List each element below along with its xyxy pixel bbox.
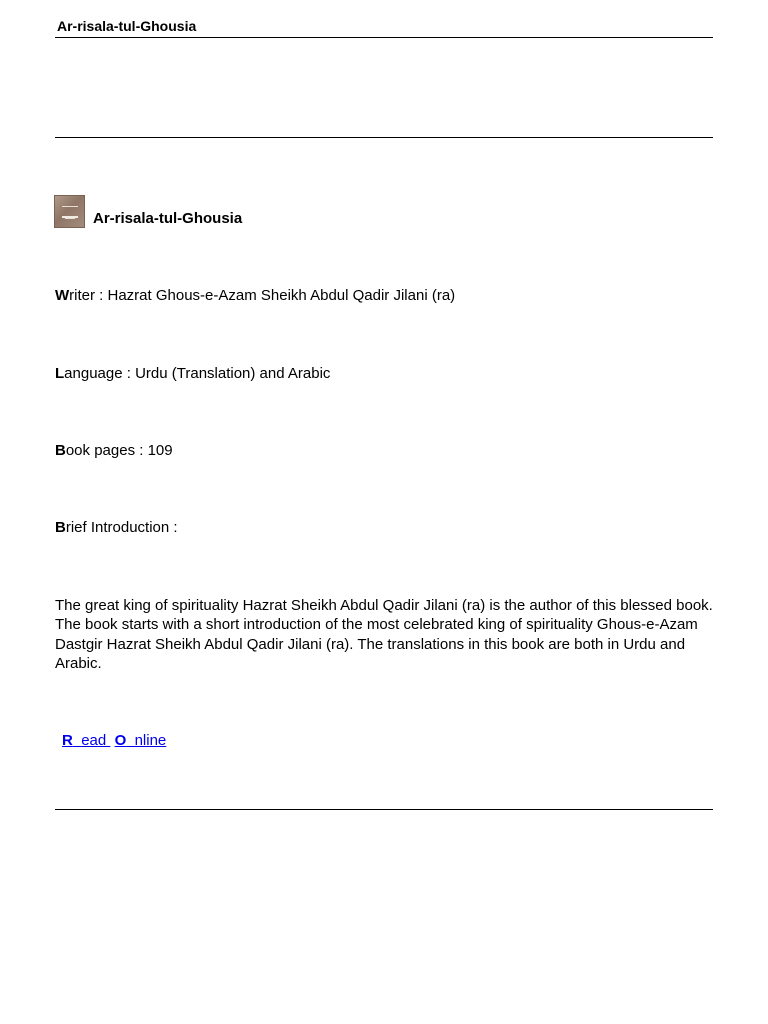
online-link-initial: O — [114, 732, 127, 749]
online-link[interactable] — [115, 732, 167, 749]
online-link-text: nline — [134, 732, 167, 749]
brief-text: rief Introduction : — [65, 519, 178, 536]
read-online-link-group — [62, 731, 166, 750]
language-text: anguage : Urdu (Translation) and Arabic — [64, 365, 331, 382]
pages-initial: B — [55, 442, 66, 459]
cover-calligraphy-line — [65, 218, 75, 219]
writer-field — [55, 286, 455, 305]
brief-initial: B — [55, 519, 66, 536]
book-description: The great king of spirituality Hazrat Sheikh Abdul Qadir Jilani (ra) is the author of this blessed book. The book starts with a short introduction of the most celebrated king of spirituality Ghous-e-Azam Dastgir Hazrat Sheikh Abdul Qadir Jilani (ra). The translations in this book are both in Urdu and Arabic. — [55, 597, 713, 672]
section-divider-top — [55, 137, 713, 138]
read-link-initial: R — [62, 732, 73, 749]
book-title: Ar-risala-tul-Ghousia — [93, 210, 243, 227]
pages-field — [55, 441, 173, 460]
brief-intro-label — [55, 518, 178, 537]
language-field — [55, 364, 330, 383]
read-link-text: ead — [81, 732, 111, 749]
page-header-title: Ar-risala-tul-Ghousia — [57, 18, 197, 34]
read-link[interactable] — [62, 732, 110, 749]
book-cover-thumbnail — [54, 195, 85, 228]
language-initial: L — [55, 365, 65, 382]
pages-text: ook pages : 109 — [65, 442, 173, 459]
cover-calligraphy-mark — [62, 206, 78, 218]
header-divider — [55, 37, 713, 38]
writer-text: riter : Hazrat Ghous-e-Azam Sheikh Abdul Qadir Jilani (ra) — [69, 287, 456, 304]
writer-initial: W — [55, 287, 70, 304]
section-divider-bottom — [55, 809, 713, 810]
